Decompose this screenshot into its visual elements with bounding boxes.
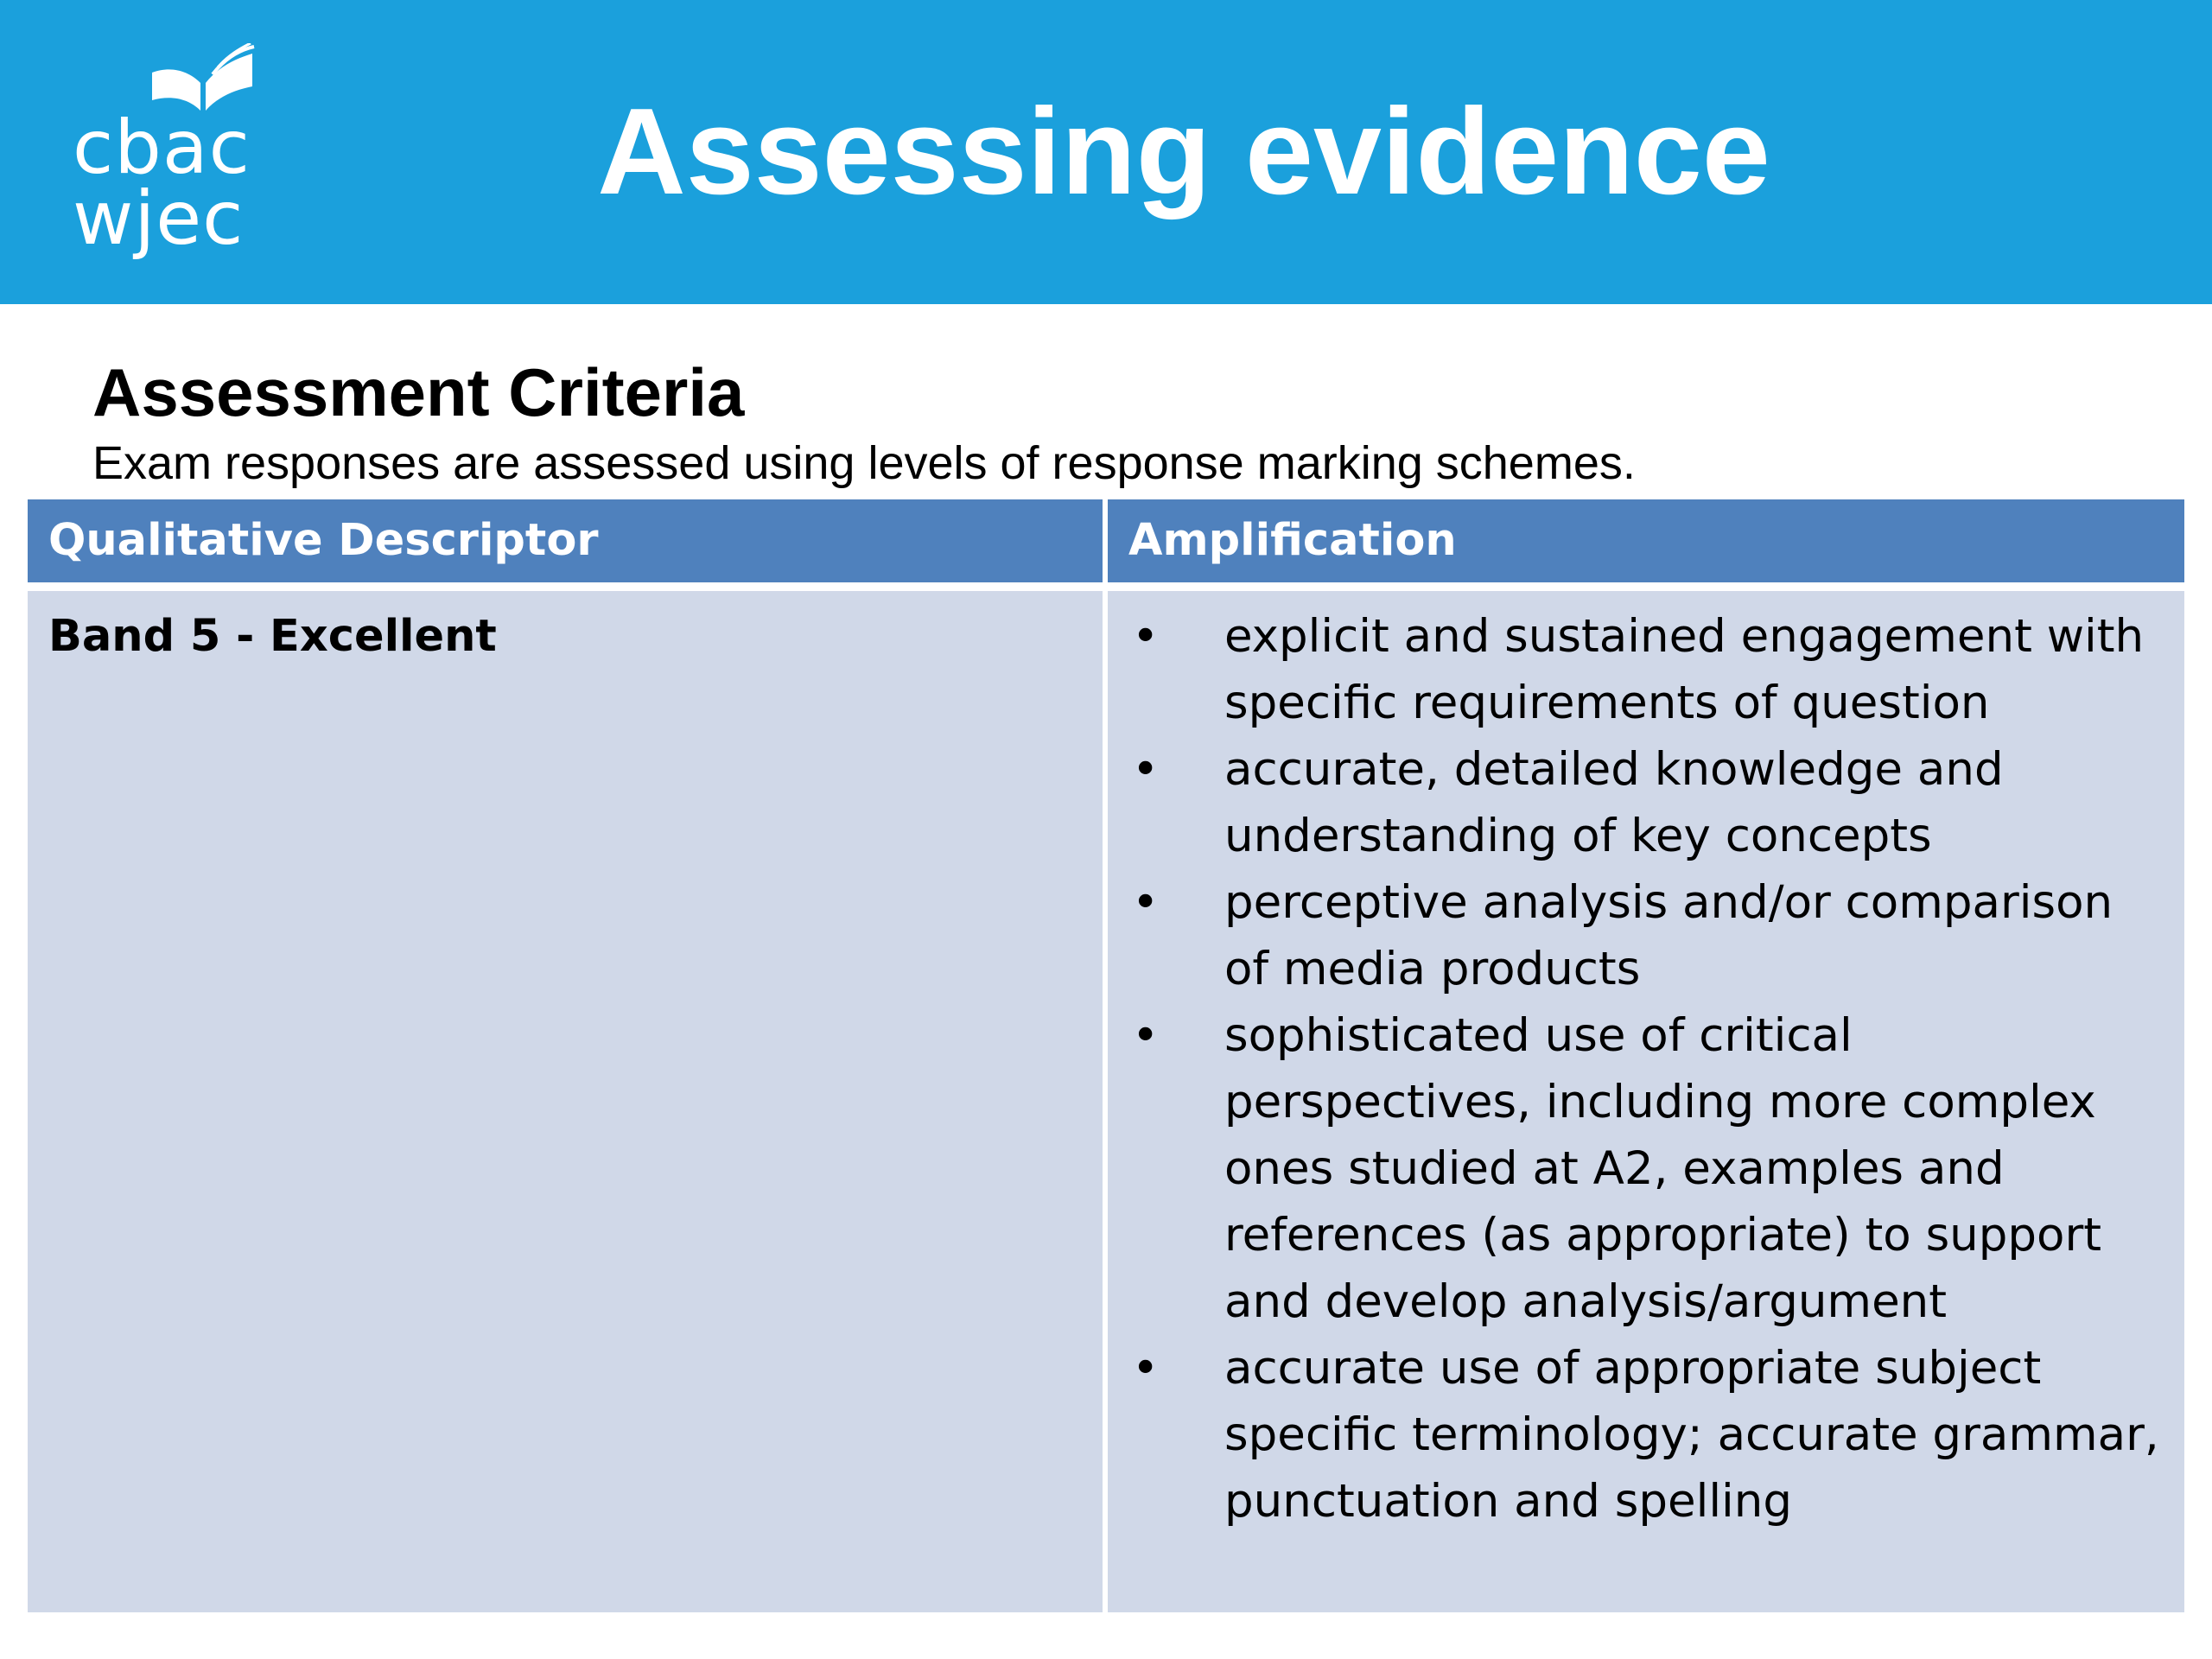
list-item-text: explicit and sustained engagement with specific requirements of question: [1224, 610, 2145, 729]
list-item: [1108, 1002, 2164, 1335]
header-bar: [0, 0, 2212, 304]
list-item-text: sophisticated use of critical perspectives, including more complex ones studied at A2, examples and references (as appropriate) to support and develop analysis/argument: [1224, 1009, 2102, 1328]
bullet-icon: •: [1132, 743, 1160, 796]
list-item: [1108, 736, 2164, 869]
band-label: Band 5 - Excellent: [48, 611, 497, 662]
section-title: Assessment Criteria: [92, 354, 745, 430]
bullet-icon: •: [1132, 1009, 1160, 1062]
list-item-text: perceptive analysis and/or comparison of media products: [1224, 876, 2113, 995]
column-header-amplification: Amplification: [1108, 499, 2184, 582]
bullet-icon: •: [1132, 1342, 1160, 1395]
amplification-cell: [1108, 591, 2184, 1612]
amplification-list: [1108, 603, 2164, 1535]
page-title: Assessing evidence: [597, 83, 1770, 220]
logo-text-wjec: wjec: [73, 175, 245, 262]
list-item-text: accurate, detailed knowledge and understanding of key concepts: [1224, 743, 2004, 862]
logo-text-cbac: cbac: [73, 105, 251, 191]
bullet-icon: •: [1132, 610, 1160, 663]
list-item: [1108, 1335, 2164, 1535]
descriptor-cell: [28, 591, 1103, 1612]
list-item: [1108, 603, 2164, 736]
list-item-text: accurate use of appropriate subject specific terminology; accurate grammar, punctuation and spelling: [1224, 1342, 2159, 1528]
criteria-table: [28, 499, 2184, 1612]
list-item: [1108, 869, 2164, 1002]
section-subtitle: Exam responses are assessed using levels of response marking schemes.: [92, 437, 1636, 489]
bullet-icon: •: [1132, 876, 1160, 929]
column-header-qualitative-descriptor: Qualitative Descriptor: [28, 499, 1103, 582]
